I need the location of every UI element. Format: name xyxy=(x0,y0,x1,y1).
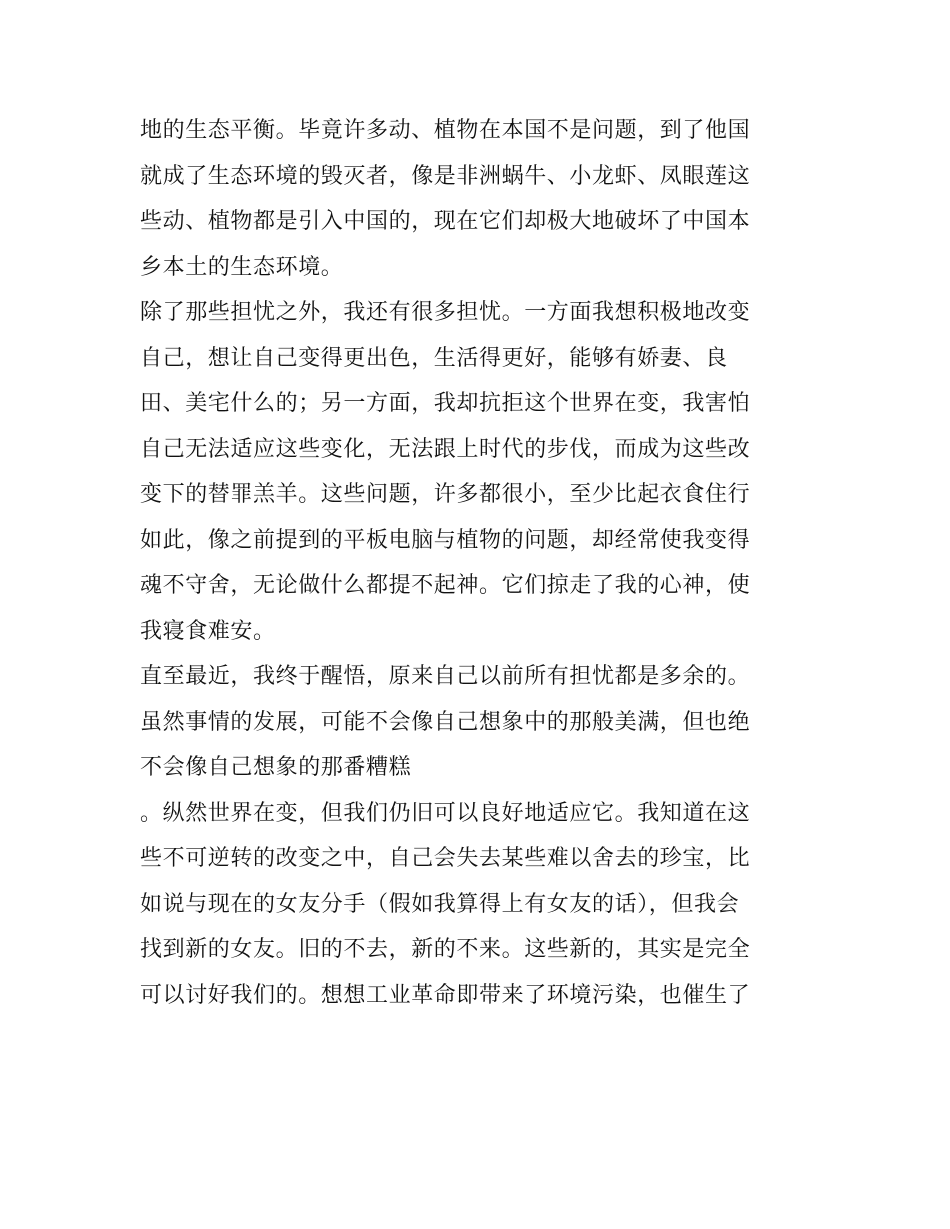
text-line-4: 乡本土的生态环境。 xyxy=(140,254,344,280)
text-line-19: 找到新的女友。旧的不去，新的不来。这些新的，其实是完全 xyxy=(140,937,751,962)
text-line-11: 魂不守舍，无论做什么都提不起神。它们掠走了我的心神，使 xyxy=(140,573,751,598)
text-line-7: 田、美宅什么的；另一方面，我却抗拒这个世界在变，我害怕 xyxy=(140,391,751,416)
body-text xyxy=(140,108,830,1018)
text-line-5: 除了那些担忧之外，我还有很多担忧。一方面我想积极地改变 xyxy=(140,300,751,325)
text-line-14: 虽然事情的发展，可能不会像自己想象中的那般美满，但也绝 xyxy=(140,709,751,735)
text-line-1: 地的生态平衡。毕竟许多动、植物在本国不是问题，到了他国 xyxy=(140,118,751,143)
text-line-15: 不会像自己想象的那番糟糕 xyxy=(140,755,412,780)
text-line-6: 自己，想让自己变得更出色，生活得更好，能够有娇妻、良 xyxy=(140,345,728,371)
text-line-2: 就成了生态环境的毁灭者，像是非洲蜗牛、小龙虾、凤眼莲这 xyxy=(140,163,751,189)
text-line-20: 可以讨好我们的。想想工业革命即带来了环境污染，也催生了 xyxy=(140,982,751,1008)
text-line-3: 些动、植物都是引入中国的，现在它们却极大地破坏了中国本 xyxy=(140,209,751,234)
text-line-10: 如此，像之前提到的平板电脑与植物的问题，却经常使我变得 xyxy=(140,527,751,553)
text-line-18: 如说与现在的女友分手（假如我算得上有女友的话），但我会 xyxy=(140,891,740,917)
text-line-17: 些不可逆转的改变之中，自己会失去某些难以舍去的珍宝，比 xyxy=(140,846,751,871)
text-line-13: 直至最近，我终于醒悟，原来自己以前所有担忧都是多余的。 xyxy=(140,664,751,689)
text-line-16: 。纵然世界在变，但我们仍旧可以良好地适应它。我知道在这 xyxy=(140,800,751,826)
text-line-9: 变下的替罪羔羊。这些问题，许多都很小，至少比起衣食住行 xyxy=(140,482,751,507)
text-line-8: 自己无法适应这些变化，无法跟上时代的步伐，而成为这些改 xyxy=(140,436,751,462)
text-line-12: 我寝食难安。 xyxy=(140,618,276,644)
